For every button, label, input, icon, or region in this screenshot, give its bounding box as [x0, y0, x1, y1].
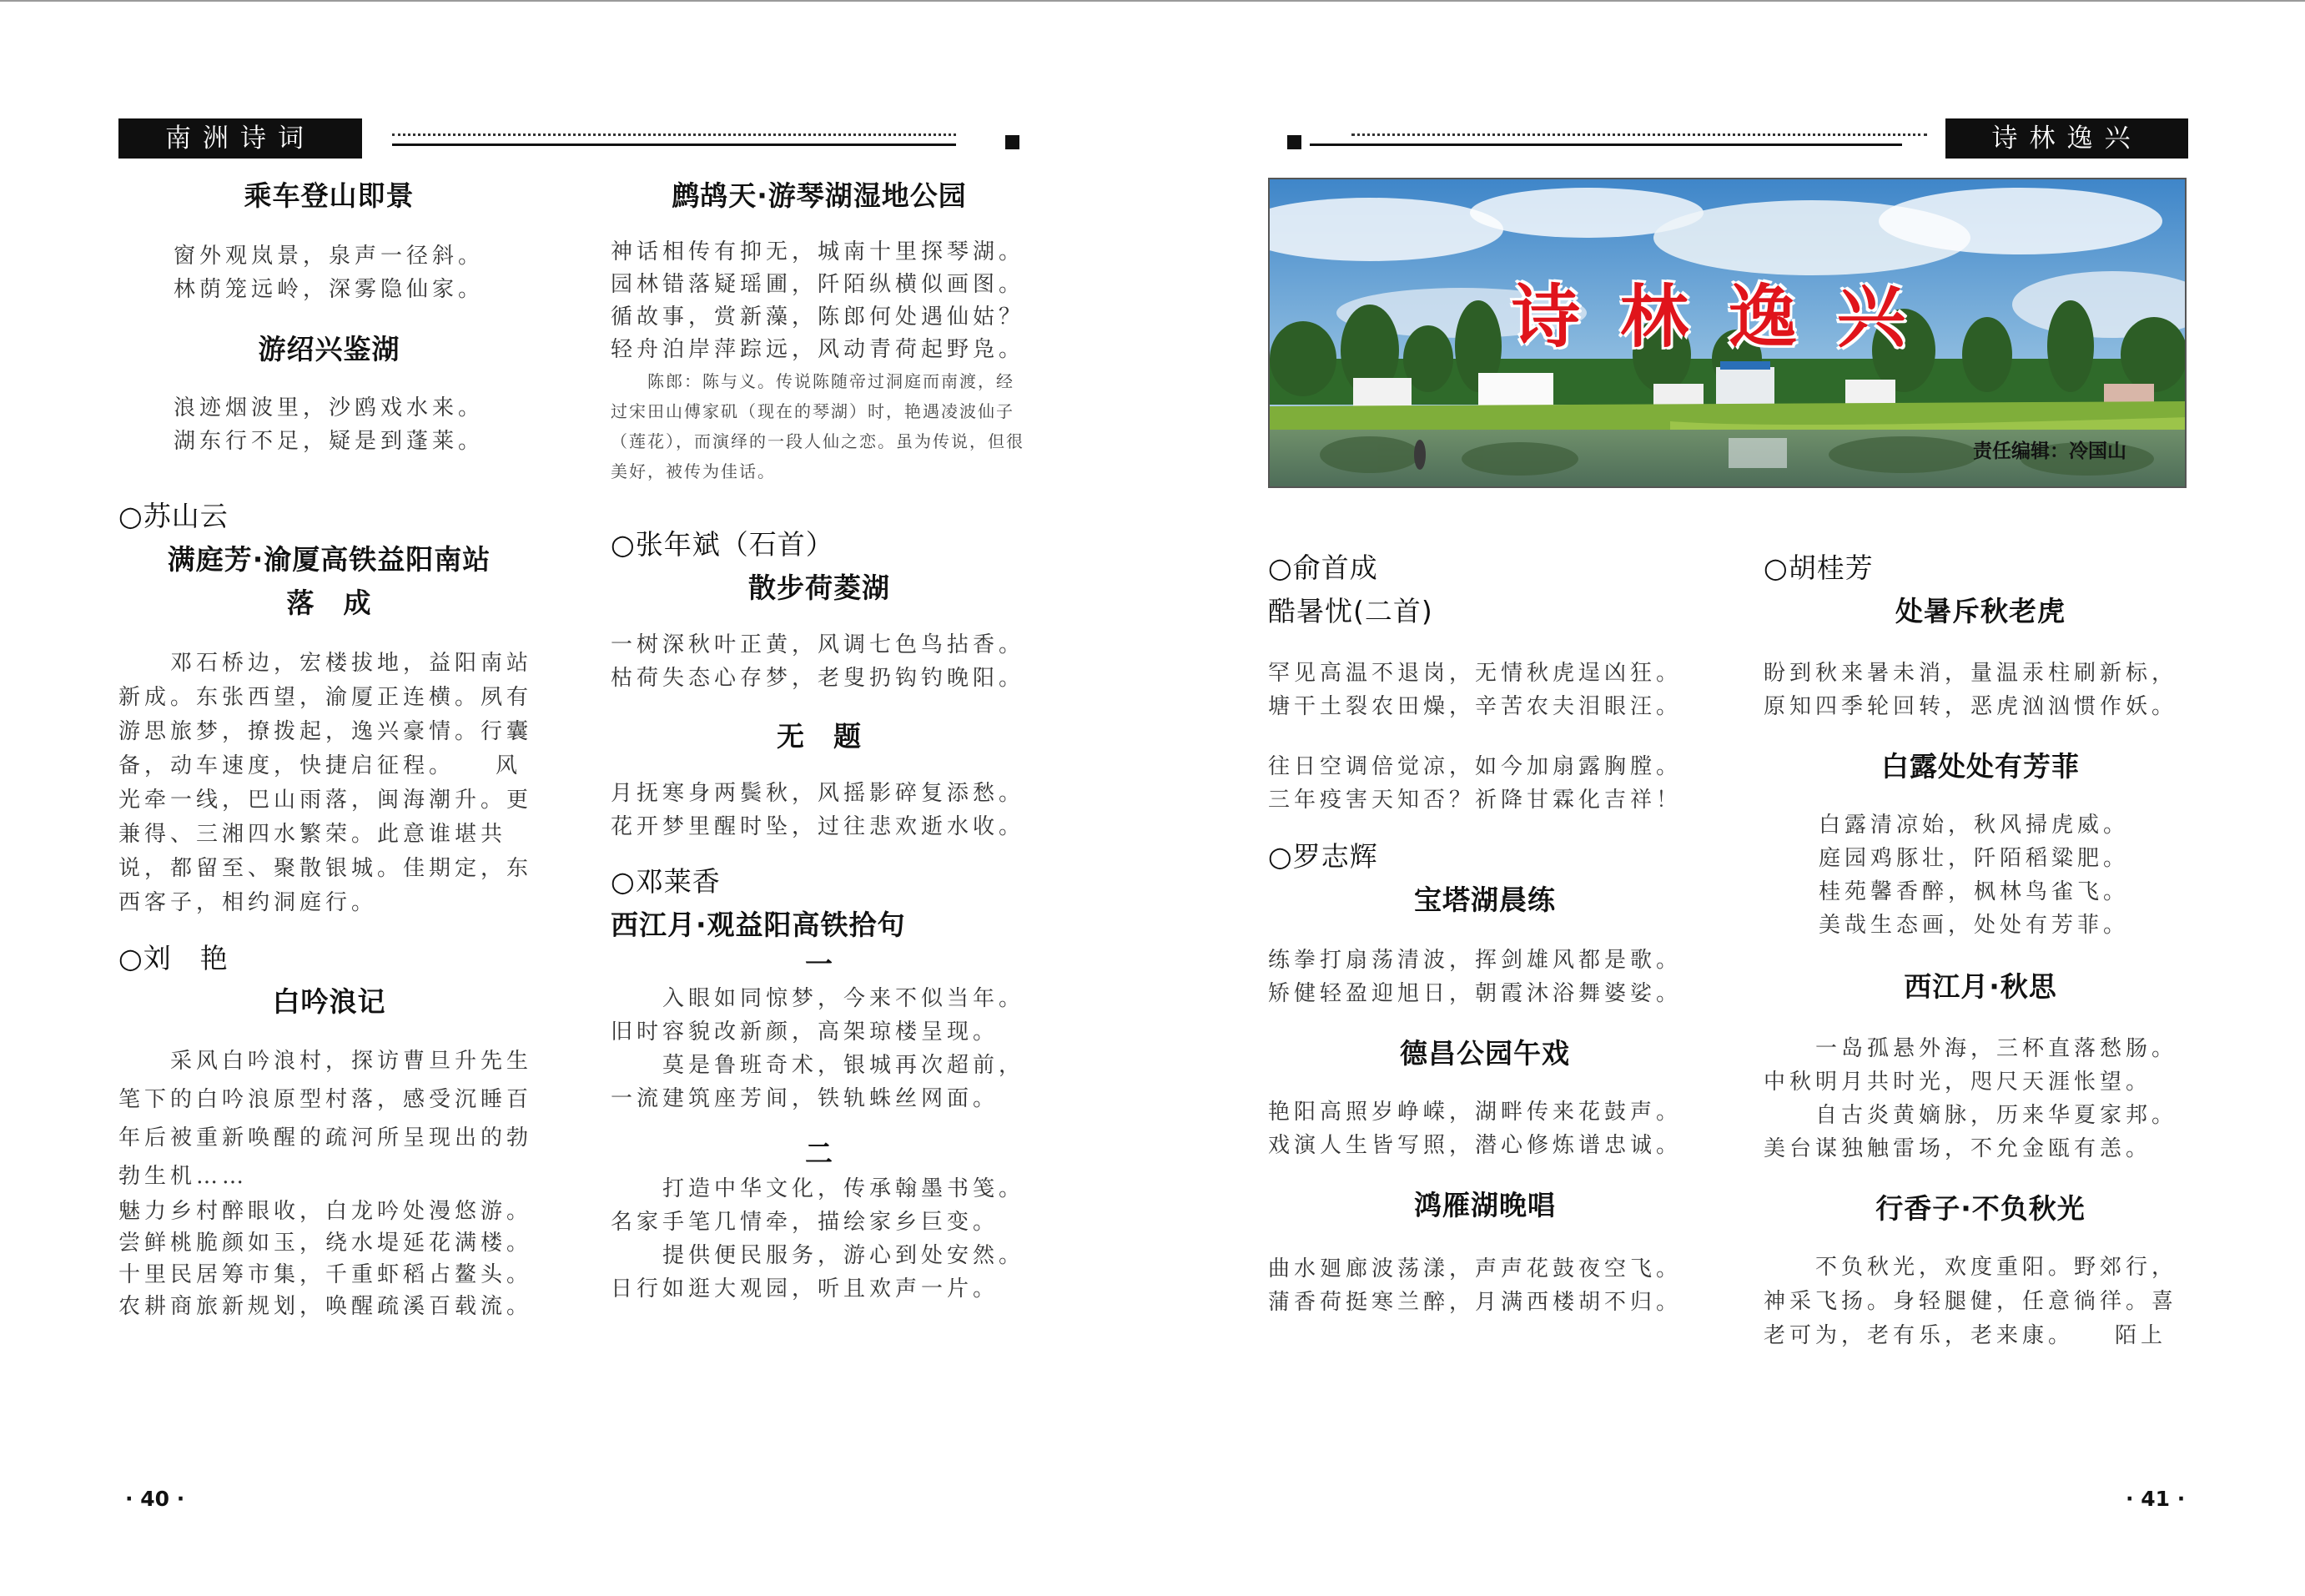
- author-name: ○胡桂芳: [1764, 551, 1874, 584]
- author-name: ○邓莱香: [611, 865, 721, 898]
- author-name: ○罗志辉: [1268, 840, 1378, 873]
- poem-line: 美哉生态画，处处有芳菲。: [1819, 913, 2130, 938]
- stanza-number: 二: [805, 1137, 833, 1170]
- banner-photo: [1268, 178, 2187, 488]
- header-square-marker: [1005, 135, 1019, 149]
- poem-line: 打造中华文化，传承翰墨书笺。: [611, 1176, 1025, 1201]
- right-page-header: [1285, 118, 2188, 159]
- poem-line: 往日空调倍觉凉，如今加扇露胸膛。: [1268, 754, 1683, 779]
- left-section-tab: 南洲诗词: [118, 118, 362, 159]
- poem-line: 三年疫害天知否？祈降甘霖化吉祥！: [1268, 788, 1683, 813]
- poem-line: 一岛孤悬外海，三杯直落愁肠。: [1764, 1036, 2178, 1061]
- poem-footnote: 陈郎：陈与义。传说陈随帝过洞庭而南渡，经过宋田山傅家矶（现在的琴湖）时，艳遇凌波仙子（莲花），而演绎的一段人仙之恋。虽为传说，但很美好，被传为佳话。: [611, 371, 1024, 481]
- poem-line: 蒲香荷挺寒兰醉，月满西楼胡不归。: [1268, 1290, 1683, 1315]
- poem-body: [1268, 1252, 1702, 1319]
- poem-body-text: 不负秋光，欢度重阳。野郊行，神采飞扬。身轻腿健，任意徜徉。喜老可为，老有乐，老来康。 陌上: [1764, 1255, 2178, 1348]
- poem-line: 枯荷失态心存梦，老叟扔钩钓晚阳。: [611, 666, 1025, 691]
- poem-title: 白吟浪记: [272, 985, 386, 1018]
- poem-title: 白露处处有芳菲: [1881, 750, 2080, 783]
- poem-line: 循故事，赏新藻，陈郎何处遇仙姑？: [611, 305, 1025, 330]
- poem-line: 美台谋独触雷场，不允金瓯有恙。: [1764, 1136, 2152, 1161]
- poem-line: 林荫笼远岭，深雾隐仙家。: [174, 277, 485, 302]
- author-name: ○刘 艳: [118, 942, 229, 974]
- poem-title: 宝塔湖晨练: [1414, 884, 1556, 916]
- poem-line: 塘干土裂农田燥，辛苦农夫泪眼汪。: [1268, 694, 1683, 719]
- poem-title: 乘车登山即景: [244, 179, 415, 212]
- poem-line: 自古炎黄嫡脉，历来华夏家邦。: [1764, 1103, 2178, 1128]
- right-column-2: [1764, 546, 2197, 1353]
- poem-line: 盼到秋来暑未消，量温汞柱刷新标，: [1764, 661, 2178, 686]
- poem-title: 游绍兴鉴湖: [258, 333, 400, 365]
- poem-line: 神话相传有抑无，城南十里探琴湖。: [611, 239, 1025, 264]
- poem-body: [611, 628, 1028, 695]
- poem-body: [611, 1172, 1028, 1306]
- poem-body: [611, 777, 1028, 843]
- author-name: ○苏山云: [118, 500, 229, 532]
- poem-line: 月抚寒身两鬓秋，风摇影碎复添愁。: [611, 781, 1025, 806]
- poem-line: 尝鲜桃脆颜如玉，绕水堤延花满楼。: [118, 1231, 533, 1256]
- poem-line: 魅力乡村醉眼收，白龙吟处漫悠游。: [118, 1199, 533, 1224]
- poem-line: 轻舟泊岸萍踪远，风动青荷起野凫。: [611, 337, 1025, 362]
- poem-line: 罕见高温不退岗，无情秋虎逞凶狂。: [1268, 661, 1683, 686]
- poem-line: 农耕商旅新规划，唤醒疏溪百载流。: [118, 1294, 533, 1319]
- left-column-2: [611, 171, 1028, 1306]
- poem-title: 无 题: [777, 720, 862, 753]
- poem-body: [1268, 1095, 1702, 1162]
- poem-title: 酷暑忧(二首): [1268, 595, 1433, 627]
- poem-line: 艳阳高照岁峥嵘，湖畔传来花鼓声。: [1268, 1100, 1683, 1125]
- author-name: ○俞首成: [1268, 551, 1378, 584]
- poem-line: 庭园鸡豚壮，阡陌稻粱肥。: [1819, 846, 2130, 871]
- poem-body: [1268, 750, 1702, 817]
- left-page-number: · 40 ·: [125, 1487, 185, 1511]
- poem-line: 旧时容貌改新颜，高架琼楼呈现。: [611, 1020, 999, 1045]
- poem-line: 提供便民服务，游心到处安然。: [611, 1243, 1025, 1268]
- top-border-line: [0, 0, 2305, 2]
- poem-body: [1764, 808, 2197, 942]
- poem-body: [1268, 944, 1702, 1010]
- poem-body: [1764, 657, 2197, 723]
- poem-line: 中秋明月共时光，咫尺天涯怅望。: [1764, 1070, 2152, 1095]
- poem-line: 矫健轻盈迎旭日，朝霞沐浴舞婆娑。: [1268, 981, 1683, 1006]
- header-square-marker: [1287, 135, 1301, 149]
- right-section-tab: 诗林逸兴: [1945, 118, 2188, 159]
- poem-line: 湖东行不足，疑是到蓬莱。: [174, 429, 485, 454]
- poem-body: [118, 239, 540, 306]
- poem-title: 鹧鸪天·游琴湖湿地公园: [672, 179, 967, 212]
- poem-subtitle: 落 成: [286, 587, 372, 619]
- poem-line: 一流建筑座芳间，铁轨蛛丝网面。: [611, 1086, 999, 1111]
- poem-line: 白露清凉始，秋风掃虎威。: [1819, 813, 2130, 838]
- banner-title: 诗林逸兴: [1512, 278, 1946, 357]
- poem-line: 一树深秋叶正黄，风调七色鸟拈香。: [611, 632, 1025, 657]
- poem-body: [611, 236, 1028, 366]
- poem-body: [1764, 1032, 2197, 1166]
- poem-line: 日行如逛大观园，听且欢声一片。: [611, 1276, 999, 1301]
- poem-title: 散步荷菱湖: [748, 571, 890, 604]
- header-solid-rule: [1310, 143, 1902, 146]
- poem-title: 鸿雁湖晚唱: [1414, 1189, 1556, 1221]
- poem-line: 浪迹烟波里，沙鸥戏水来。: [174, 395, 485, 420]
- poem-title: 西江月·秋思: [1904, 970, 2057, 1003]
- left-page-header: [118, 118, 1019, 159]
- poem-title: 德昌公园午戏: [1400, 1037, 1570, 1070]
- poem-line: 十里民居筹市集，千重虾稻占鳌头。: [118, 1262, 533, 1287]
- poem-body: [118, 391, 540, 458]
- poem-line: 园林错落疑瑶圃，阡陌纵横似画图。: [611, 272, 1025, 297]
- poem-title: 满庭芳·渝厦高铁益阳南站: [167, 543, 491, 576]
- author-name: ○张年斌（石首）: [611, 528, 834, 561]
- poem-line: 曲水廻廊波荡漾，声声花鼓夜空飞。: [1268, 1256, 1683, 1281]
- right-column-1: [1268, 546, 1702, 1319]
- right-page-number: · 41 ·: [2126, 1487, 2186, 1511]
- poem-body-text: 邓石桥边，宏楼拔地，益阳南站新成。东张西望，渝厦正连横。夙有游思旅梦，撩拨起，逸兴豪情。行囊备，动车速度，快捷启征程。 风光牵一线，巴山雨落，闽海潮升。更兼得、三湘四水繁荣。此意谁堪共说，都留至、聚散银城。佳期定，东西客子，相约洞庭行。: [118, 651, 533, 915]
- poem-preface: 采风白吟浪村，探访曹旦升先生笔下的白吟浪原型村落，感受沉睡百年后被重新唤醒的疏河所呈现出的勃勃生机……: [118, 1049, 533, 1189]
- poem-line: 花开梦里醒时坠，过往悲欢逝水收。: [611, 814, 1025, 839]
- poem-body: [118, 1196, 540, 1322]
- poem-line: 戏演人生皆写照，潜心修炼谱忠诚。: [1268, 1133, 1683, 1158]
- poem-body: [611, 982, 1028, 1115]
- poem-line: 练拳打扇荡清波，挥剑雄风都是歌。: [1268, 948, 1683, 973]
- left-column-1: [118, 171, 540, 1322]
- poem-title: 处暑斥秋老虎: [1895, 595, 2066, 627]
- header-dotted-rule: [392, 133, 956, 136]
- poem-line: 桂苑馨香醉，枫林鸟雀飞。: [1819, 879, 2130, 904]
- poem-title: 西江月·观益阳高铁拾句: [611, 909, 906, 941]
- poem-line: 窗外观岚景，泉声一径斜。: [174, 244, 485, 269]
- header-solid-rule: [392, 143, 956, 146]
- stanza-number: 一: [805, 948, 833, 980]
- poem-line: 莫是鲁班奇术，银城再次超前，: [611, 1053, 1025, 1078]
- poem-line: 名家手笔几情牵，描绘家乡巨变。: [611, 1210, 999, 1235]
- banner-editor-credit: 责任编辑：冷国山: [1973, 441, 2126, 462]
- poem-title: 行香子·不负秋光: [1875, 1192, 2086, 1225]
- poem-line: 原知四季轮回转，恶虎汹汹惯作妖。: [1764, 694, 2178, 719]
- poem-line: 入眼如同惊梦，今来不似当年。: [611, 986, 1025, 1011]
- header-dotted-rule: [1351, 133, 1927, 136]
- poem-body: [1268, 657, 1702, 723]
